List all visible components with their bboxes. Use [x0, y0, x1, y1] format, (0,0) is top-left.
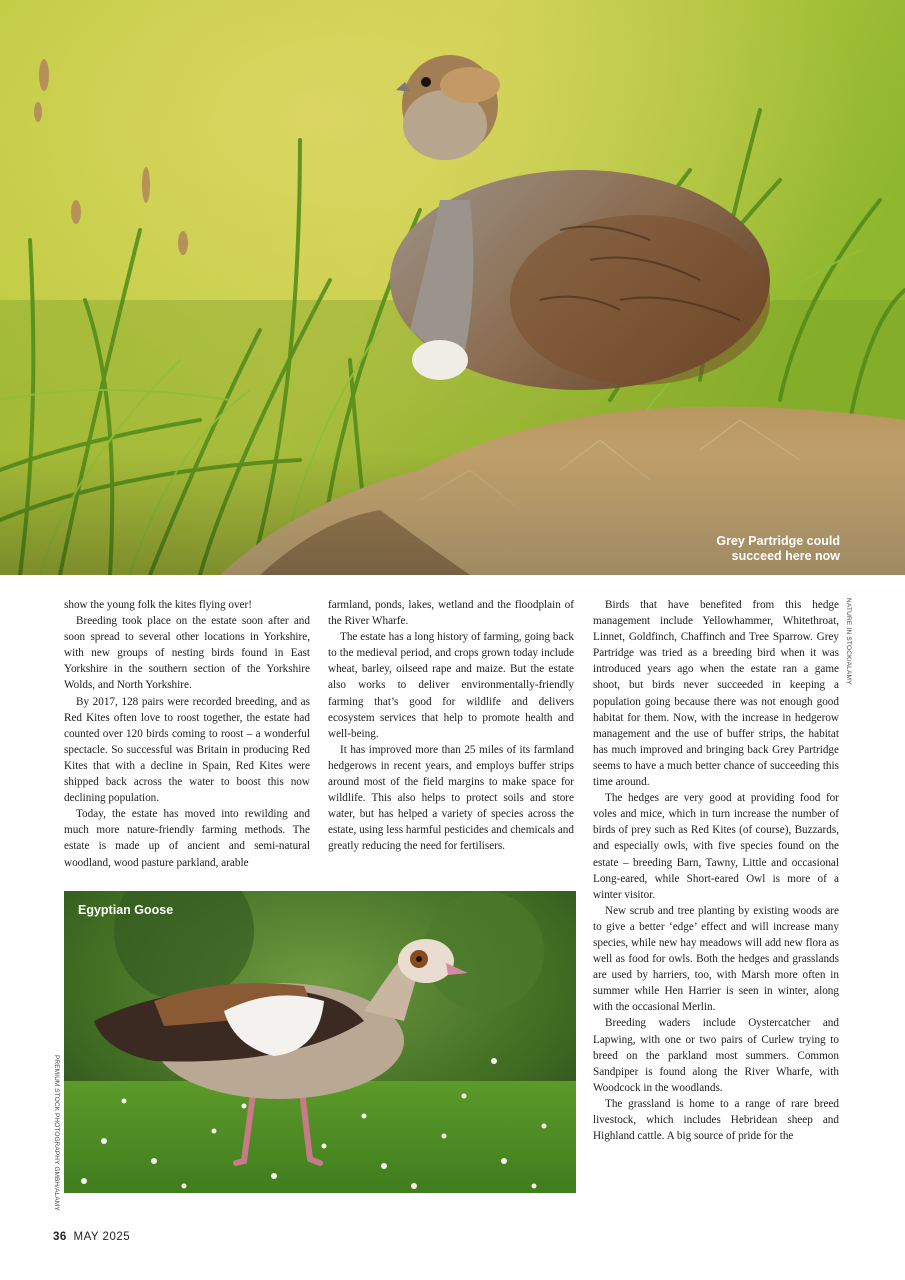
page-folio [53, 1231, 130, 1243]
goose-photo-label: Egyptian Goose [78, 903, 174, 917]
article-column-3 [593, 597, 839, 1144]
article-paragraph: Today, the estate has moved into rewilding and much more nature-friendly farming methods. The estate is made up of ancient and semi-natural woodland, wood pasture parkland, arable [64, 808, 310, 869]
hero-caption [640, 534, 840, 564]
article-paragraph: show the young folk the kites flying over! [64, 599, 252, 611]
goose-photo-credit: PREMIUM STOCK PHOTOGRAPHY GMBH/ALAMY [53, 1055, 60, 1211]
grey-partridge-image [0, 0, 905, 575]
page-number: 36 [53, 1231, 67, 1243]
hero-caption-line1: Grey Partridge could [716, 534, 840, 548]
article-paragraph: It has improved more than 25 miles of its farmland hedgerows in recent years, and employs buffer strips around most of the field margins to make space for wildlife. This also helps to protect soils and store water, but has helped a variety of species across the estate, using less harmful pesticides and chemicals and greatly reducing the need for fertilisers. [328, 743, 574, 853]
egyptian-goose-photo [64, 891, 576, 1193]
article-paragraph: The grassland is home to a range of rare breed livestock, which includes Hebridean sheep and Highland cattle. A big source of pride for the [593, 1097, 839, 1143]
article-paragraph: Birds that have benefited from this hedge management include Yellowhammer, Whitethroat, Linnet, Goldfinch, Chaffinch and Tree Sparrow. Grey Partridge was tried as a breeding bird when it was introduced years ago when the estate ran a game shoot, but birds never succeeded in keeping a population going because there was not enough good habitat for them. Now, with the increase in hedgerow management and the use of buffer strips, the habitat has much improved and bringing back Grey Partridge seems to have a much better chance of succeeding this time around. [593, 599, 839, 789]
article-column-2 [328, 597, 574, 855]
article-paragraph: New scrub and tree planting by existing woods are to give a better ‘edge’ effect and will increase many species, while new hay meadows will add new flora as well as food for owls. Both the hedges and grasslands are used by harriers, too, with Marsh more often in summer while Hen Harrier is seen in winter, along with the occasional Merlin. [593, 904, 839, 1014]
article-paragraph: farmland, ponds, lakes, wetland and the floodplain of the River Wharfe. [328, 599, 574, 628]
article-paragraph: The hedges are very good at providing food for voles and mice, which in turn increase the number of birds of prey such as Red Kites (of course), Buzzards, and especially owls, with five species found on the estate – breeding Barn, Tawny, Little and occasional Long-eared, while Short-eared Owl is more of a winter visitor. [593, 792, 839, 901]
issue-date: MAY 2025 [73, 1231, 131, 1243]
article-paragraph: Breeding took place on the estate soon after and soon spread to several other locations in Yorkshire, with new groups of nesting birds found in East Yorkshire in the southern section of the Yorkshire Wolds, and North Yorkshire. [64, 615, 310, 692]
hero-caption-line2: succeed here now [731, 549, 840, 563]
article-paragraph: Breeding waders include Oystercatcher and Lapwing, with one or two pairs of Curlew trying to breed on the parkland most summers. Common Sandpiper is found along the River Wharfe, with Woodcock in the woodlands. [593, 1017, 839, 1094]
hero-photo [0, 0, 905, 575]
egyptian-goose-image [64, 891, 576, 1193]
article-column-1 [64, 597, 310, 871]
hero-photo-credit: NATURE IN STOCK/ALAMY [845, 598, 852, 685]
article-paragraph: The estate has a long history of farming, going back to the medieval period, and crops grown today include wheat, barley, oilseed rape and maize. But the estate also works to deliver environmentally-friendly farming that’s good for wildlife and delivers ecosystem services that help to promote health and well-being. [328, 631, 574, 740]
article-paragraph: By 2017, 128 pairs were recorded breeding, and as Red Kites often love to roost together, the estate had counted over 120 birds coming to roost – a wonderful spectacle. So successful was Britain in producing Red Kites that with a decline in Spain, Red Kites were shipped back across the water to boost this now declining population. [64, 695, 310, 805]
